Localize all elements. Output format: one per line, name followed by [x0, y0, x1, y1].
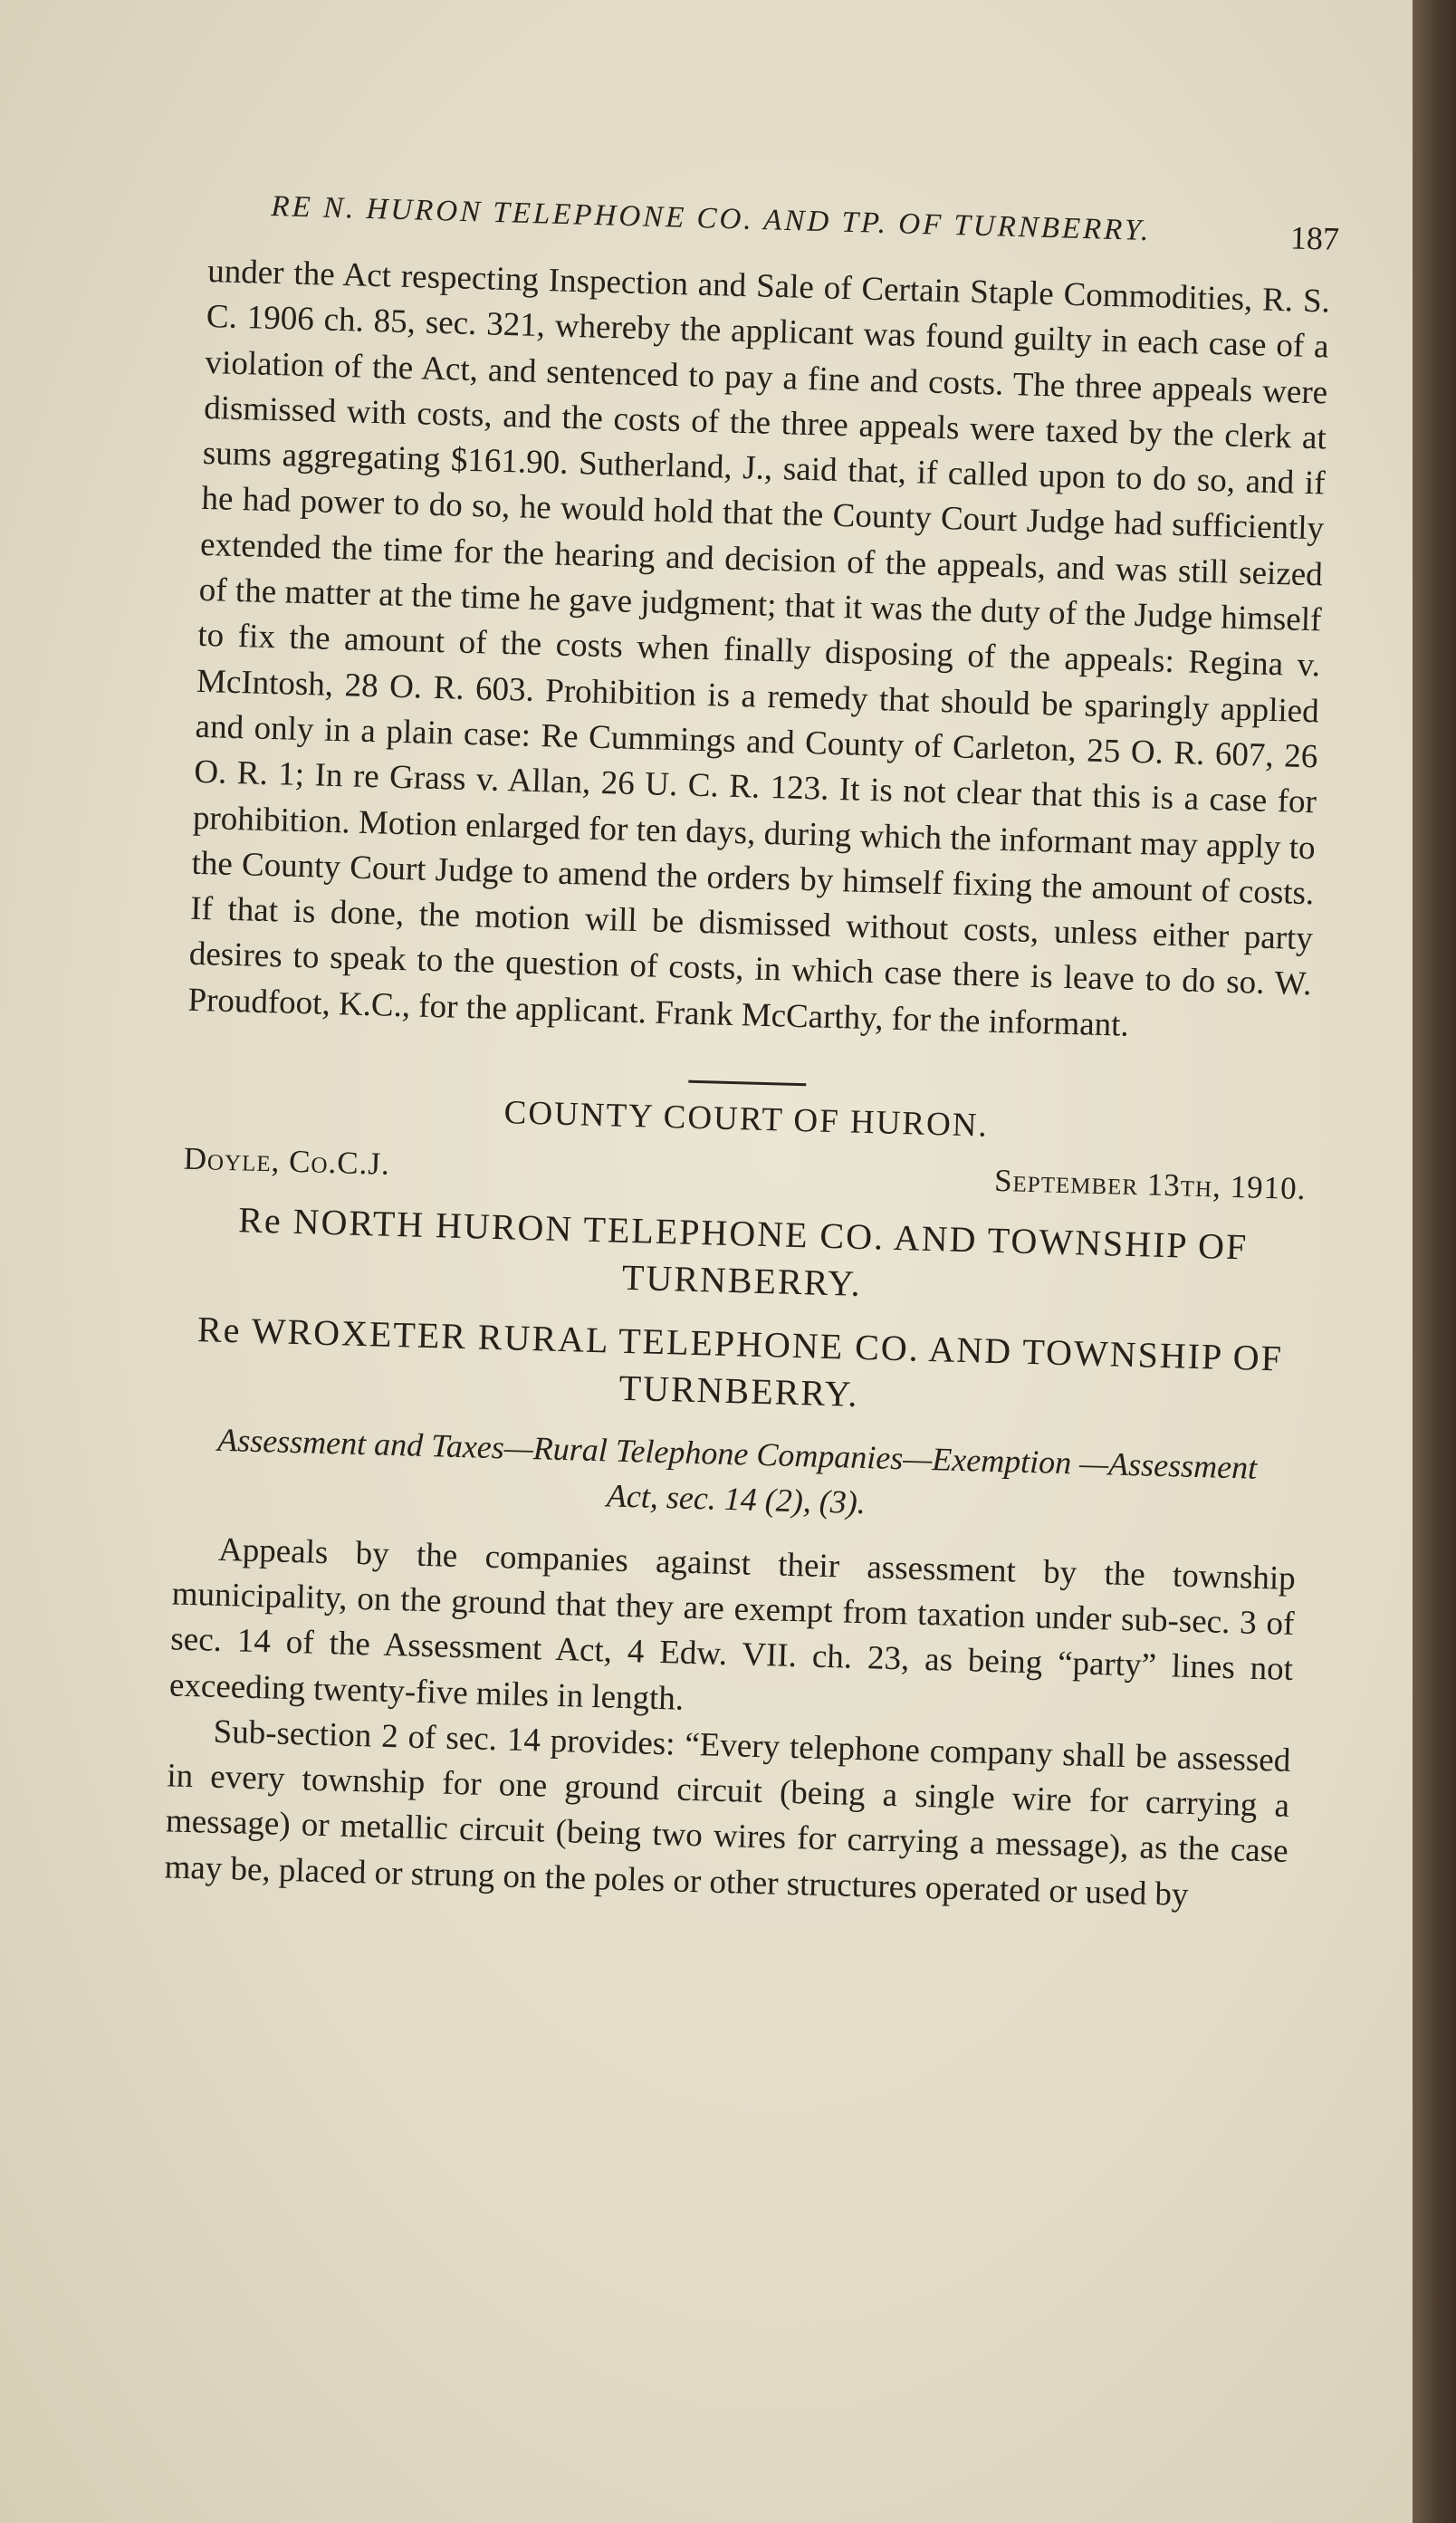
paragraph-subsection: Sub-section 2 of sec. 14 provides: “Every telephone company shall be assessed in every township for one ground circuit (being a single wire for carrying a message) or metallic circuit (being two wires for carrying a message), as the case may be, placed or strung on the poles or other structures operated or used by: [164, 1712, 1291, 1914]
section-divider: [688, 1080, 806, 1087]
case-title-1: Re NORTH HURON TELEPHONE CO. AND TOWNSHIP OF TURNBERRY.: [237, 1198, 1249, 1304]
headnote: Assessment and Taxes—Rural Telephone Companies—Exemption —Assessment Act, sec. 14 (2), (3).: [216, 1421, 1258, 1521]
running-head-title: RE N. HURON TELEPHONE CO. AND TP. OF TURNBERRY.: [270, 190, 1152, 248]
continuation-paragraph: under the Act respecting Inspection and Sale of Certain Staple Commodities, R. S. C. 1906 ch. 85, sec. 321, whereby the applicant was found guilty in each case of a violation of the Act, and sentenced to pay a fine and costs. The three appeals were dismissed with costs, and the costs of the three appeals were taxed by the clerk at sums aggregating $161.90. Sutherland, J., said that, if called upon to do so, and if he had power to do so, he would hold that the County Court Judge had sufficiently extended the time for the hearing and decision of the appeals, and was still seized of the matter at the time he gave judgment; that it was the duty of the Judge himself to fix the amount of the costs when finally disposing of the appeals: Regina v. McIntosh, 28 O. R. 603. Prohibition is a remedy that should be sparingly applied and only in a plain case: Re Cummings and County of Carleton, 25 O. R. 607, 26 O. R. 1; In re Grass v. Allan, 26 U. C. R. 123. It is not clear that this is a case for prohibition. Motion enlarged for ten days, during which the informant may apply to the County Court Judge to amend the orders by himself fixing the amount of costs. If that is done, the motion will be dismissed without costs, unless either party desires to speak to the question of costs, in which case there is leave to do so. W. Proudfoot, K.C., for the applicant. Frank McCarthy, for the informant.: [187, 252, 1331, 1044]
judgment-date: September 13th, 1910.: [993, 1163, 1307, 1207]
case-title-2: Re WROXETER RURAL TELEPHONE CO. AND TOWNSHIP OF TURNBERRY.: [196, 1308, 1284, 1415]
judge-name: Doyle, Co.C.J.: [183, 1140, 391, 1183]
page-edge-shadow: [1413, 0, 1456, 2523]
court-heading: COUNTY COURT OF HURON.: [503, 1094, 990, 1145]
running-head: [270, 190, 1340, 257]
page-number: 187: [1289, 219, 1340, 257]
paragraph-appeals: Appeals by the companies against their assessment by the township municipality, on the ground that they are exempt from taxation under sub-sec. 3 of sec. 14 of the Assessment Act, 4 Edw. VII. ch. 23, as being “party” lines not exceeding twenty-five miles in length.: [168, 1530, 1297, 1718]
page-body: [164, 249, 1331, 1921]
